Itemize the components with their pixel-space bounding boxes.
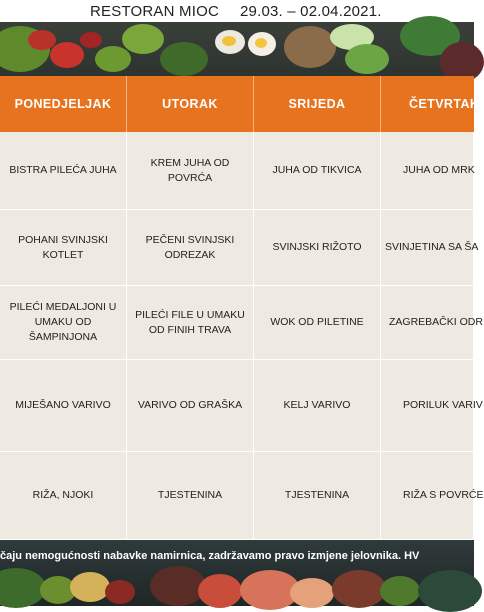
menu-cell: RIŽA, NJOKI xyxy=(0,452,127,540)
day-header-wednesday: SRIJEDA xyxy=(254,76,381,132)
menu-change-notice xyxy=(0,548,474,568)
menu-cell: PILEĆI FILE U UMAKU OD FINIH TRAVA xyxy=(127,286,254,360)
menu-cell: VARIVO OD GRAŠKA xyxy=(127,360,254,452)
menu-cell: SVINJETINA SA ŠA xyxy=(381,210,474,286)
food-photo-banner-top xyxy=(0,22,474,76)
menu-cell: KELJ VARIVO xyxy=(254,360,381,452)
menu-cell: SVINJSKI RIŽOTO xyxy=(254,210,381,286)
title-bar xyxy=(0,0,474,22)
menu-cell: ZAGREBAČKI ODR xyxy=(381,286,474,360)
menu-cell: TJESTENINA xyxy=(127,452,254,540)
menu-cell: WOK OD PILETINE xyxy=(254,286,381,360)
menu-cell: PORILUK VARIV xyxy=(381,360,474,452)
weekly-menu-table xyxy=(0,76,484,540)
menu-cell: TJESTENINA xyxy=(254,452,381,540)
day-header-thursday: ČETVRTAK xyxy=(409,97,480,111)
restaurant-name: RESTORAN MIOC xyxy=(90,3,220,20)
menu-cell: MIJEŠANO VARIVO xyxy=(0,360,127,452)
menu-dates: 29.03. – 02.04.2021. xyxy=(240,3,382,20)
menu-cell: POHANI SVINJSKI KOTLET xyxy=(0,210,127,286)
day-header-row xyxy=(0,76,480,132)
day-header-tuesday: UTORAK xyxy=(127,76,254,132)
day-header-monday: PONEDJELJAK xyxy=(0,76,127,132)
notice-text: čaju nemogućnosti nabavke namirnica, zadržavamo pravo izmjene jelovnika. HV xyxy=(0,550,420,562)
menu-cell: RIŽA S POVRĆE xyxy=(381,452,474,540)
menu-cell: JUHA OD TIKVICA xyxy=(254,132,381,210)
menu-cell: JUHA OD MRK xyxy=(381,132,474,210)
menu-cell: BISTRA PILEĆA JUHA xyxy=(0,132,127,210)
menu-cell: PEČENI SVINJSKI ODREZAK xyxy=(127,210,254,286)
menu-cell: KREM JUHA OD POVRĆA xyxy=(127,132,254,210)
menu-cell: PILEĆI MEDALJONI U UMAKU OD ŠAMPINJONA xyxy=(0,286,127,360)
